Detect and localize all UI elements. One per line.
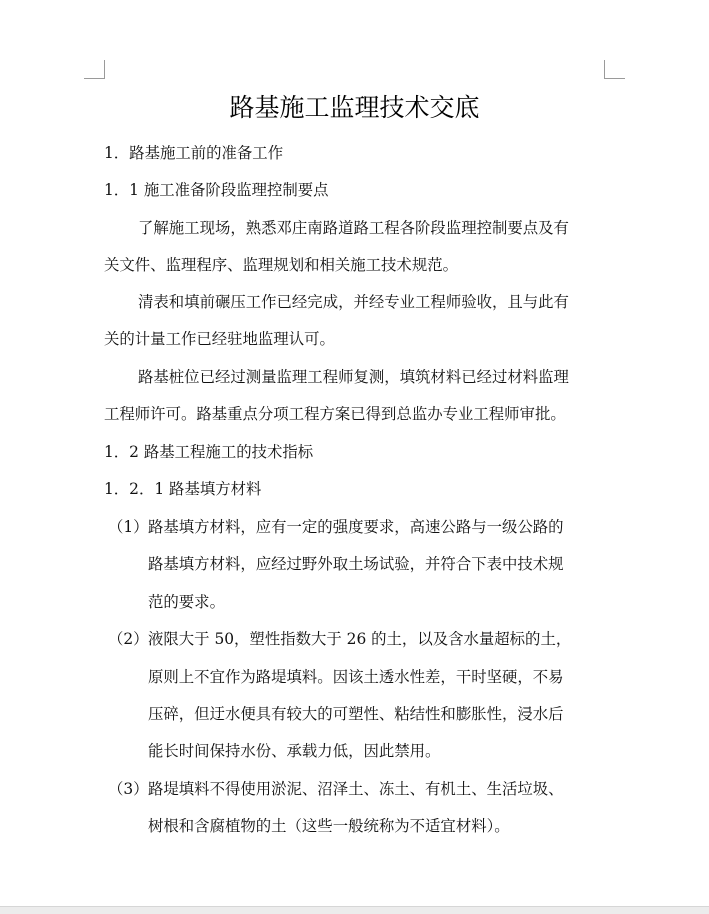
list-item-1-line-3: 范的要求。: [148, 593, 225, 611]
list-item-1-line-2: 路基填方材料，应经过野外取土场试验，并符合下表中技术规: [148, 555, 564, 573]
paragraph-3-line-1: 路基桩位已经过测量监理工程师复测，填筑材料已经过材料监理: [138, 368, 569, 386]
document-title: 路基施工监理技术交底: [229, 93, 480, 122]
list-item-2-line-2: 原则上不宜作为路堤填料。因该土透水性差，干时坚硬，不易: [148, 668, 564, 686]
paragraph-2-line-2: 关的计量工作已经驻地监理认可。: [104, 330, 335, 348]
margin-corner-top-right: [604, 60, 625, 79]
list-item-number-3: （3）: [108, 780, 149, 798]
list-item-1-line-1: 路基填方材料，应有一定的强度要求，高速公路与一级公路的: [148, 518, 564, 536]
list-item-2-line-4: 能长时间保持水份、承载力低，因此禁用。: [148, 742, 441, 760]
list-item-3-line-1: 路堤填料不得使用淤泥、沼泽土、冻土、有机土、生活垃圾、: [148, 780, 564, 798]
heading-1-1: 1．1 施工准备阶段监理控制要点: [104, 181, 329, 199]
heading-1-2: 1．2 路基工程施工的技术指标: [104, 443, 314, 461]
paragraph-2-line-1: 清表和填前碾压工作已经完成，并经专业工程师验收，且与此有: [138, 293, 569, 311]
paragraph-1-line-1: 了解施工现场，熟悉邓庄南路道路工程各阶段监理控制要点及有: [138, 219, 569, 237]
list-item-2-line-3: 压碎，但迂水便具有较大的可塑性、粘结性和膨胀性，浸水后: [148, 705, 564, 723]
margin-corner-top-left: [84, 60, 105, 79]
list-item-3-line-2: 树根和含腐植物的土（这些一般统称为不适宜材料）。: [148, 817, 510, 835]
page-gap: [0, 907, 709, 914]
list-item-number-2: （2）: [108, 630, 149, 648]
paragraph-1-line-2: 关文件、监理程序、监理规划和相关施工技术规范。: [104, 256, 458, 274]
heading-1: 1．路基施工前的准备工作: [104, 144, 284, 162]
heading-1-2-1: 1．2．1 路基填方材料: [104, 480, 262, 498]
list-item-2-line-1: 液限大于 50，塑性指数大于 26 的土，以及含水量超标的土，: [148, 630, 572, 648]
list-item-number-1: （1）: [108, 518, 149, 536]
paragraph-3-line-2: 工程师许可。路基重点分项工程方案已得到总监办专业工程师审批。: [104, 405, 566, 423]
